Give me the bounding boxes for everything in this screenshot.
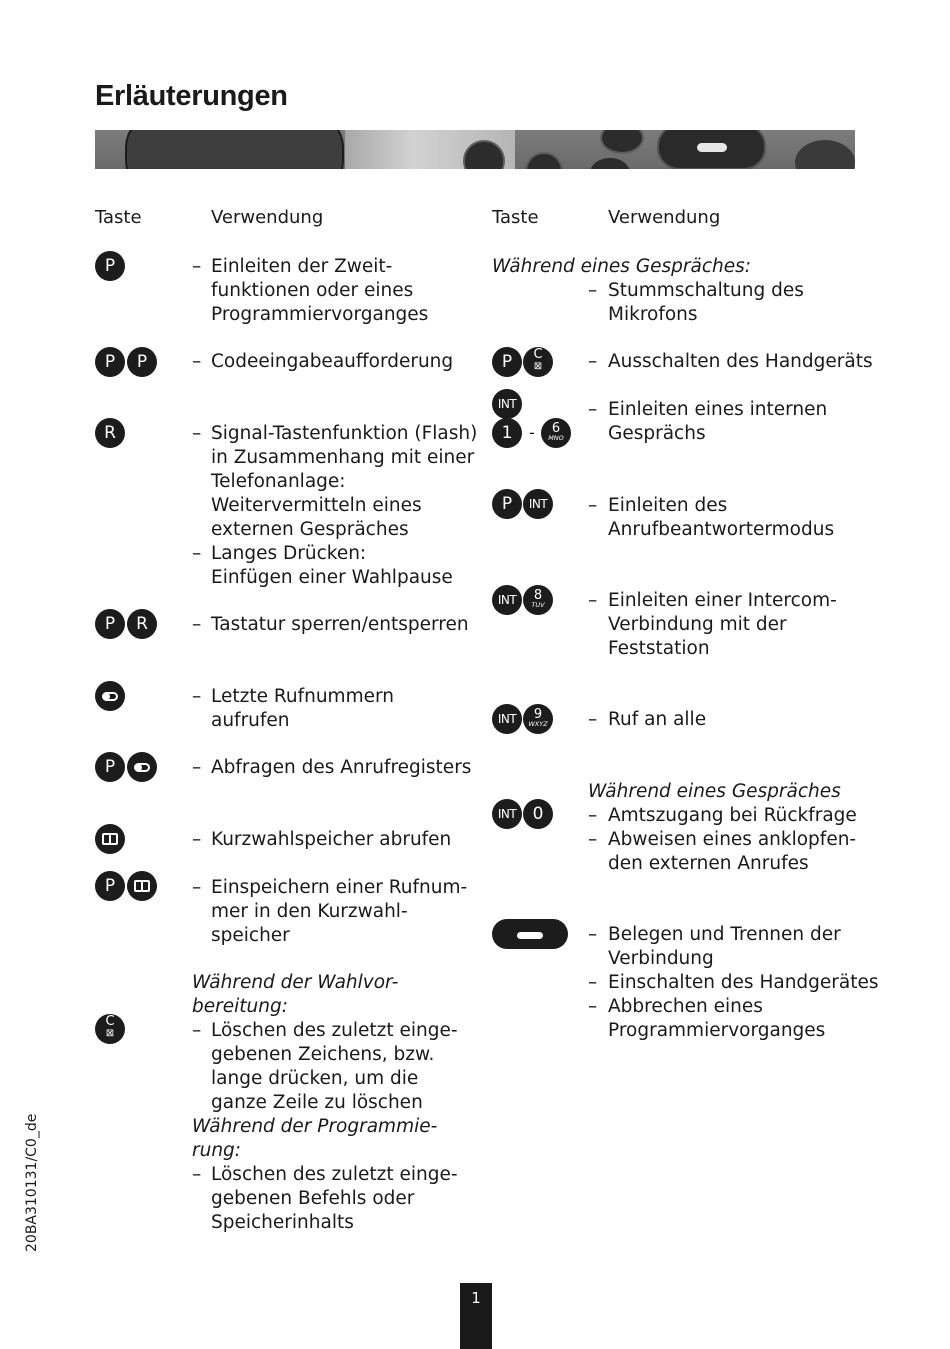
- int-key-icon: INT: [492, 799, 522, 829]
- text-line: externen Gespräches: [211, 519, 409, 540]
- text-line: Während der Wahlvor-: [192, 972, 399, 993]
- text-line: Ruf an alle: [608, 709, 707, 730]
- text-line: Anrufbeantwortermodus: [608, 519, 835, 540]
- text-line: aufrufen: [211, 710, 290, 731]
- digit-6-letters: MNO: [548, 433, 564, 442]
- mute-symbol-icon: ⊠: [105, 1028, 115, 1039]
- range-separator: -: [529, 423, 535, 442]
- dash: –: [588, 590, 598, 611]
- text-line: Programmiervorganges: [608, 1020, 826, 1041]
- r-key-icon: R: [95, 418, 125, 448]
- text-line: Signal-Tastenfunktion (Flash): [211, 423, 478, 444]
- entry-c-b: [211, 1163, 458, 1235]
- left-header-use: Verwendung: [211, 207, 324, 228]
- dash: –: [588, 924, 598, 945]
- digit-8-label: 8: [533, 587, 543, 603]
- text-line: Gesprächs: [608, 423, 706, 444]
- dash: –: [588, 280, 598, 301]
- redial-key-icon: [127, 752, 157, 782]
- clear-key-letter: C: [533, 347, 543, 362]
- int0-heading: Während eines Gespräches: [588, 781, 841, 802]
- text-line: gebenen Befehls oder: [211, 1188, 415, 1209]
- right-header-key: Taste: [492, 207, 539, 228]
- entry-r-a: [211, 422, 477, 542]
- entry-r-b: [211, 542, 453, 590]
- clear-key-icon: [95, 1014, 125, 1044]
- int-key-icon: INT: [492, 389, 522, 419]
- entry-pc: [608, 350, 873, 374]
- dash: –: [588, 805, 598, 826]
- r-key-icon: R: [127, 609, 157, 639]
- p-key-icon: P: [95, 347, 125, 377]
- text-line: Letzte Rufnummern: [211, 686, 394, 707]
- text-line: Tastatur sperren/entsperren: [211, 614, 469, 635]
- text-line: Einfügen einer Wahlpause: [211, 567, 453, 588]
- text-line: lange drücken, um die: [211, 1068, 419, 1089]
- text-line: Löschen des zuletzt einge-: [211, 1164, 458, 1185]
- dash: –: [192, 877, 202, 898]
- text-line: gebenen Zeichens, bzw.: [211, 1044, 435, 1065]
- entry-p-redial: [211, 756, 471, 780]
- entry-pp: [211, 350, 453, 374]
- p-key-icon: P: [127, 347, 157, 377]
- page-number: 1: [460, 1283, 492, 1349]
- text-line: Löschen des zuletzt einge-: [211, 1020, 458, 1041]
- digit-8-letters: TUV: [531, 600, 545, 609]
- dash: –: [192, 757, 202, 778]
- text-line: bereitung:: [192, 996, 288, 1017]
- entry-pr: [211, 613, 469, 637]
- dash: –: [192, 686, 202, 707]
- text-line: Abbrechen eines: [608, 996, 763, 1017]
- text-line: Verbindung mit der: [608, 614, 787, 635]
- entry-int-0-a: [608, 804, 857, 828]
- text-line: Abfragen des Anrufregisters: [211, 757, 472, 778]
- dash: –: [192, 1164, 202, 1185]
- text-line: Langes Drücken:: [211, 543, 367, 564]
- text-line: Während der Programmie-: [192, 1116, 438, 1137]
- text-line: ganze Zeile zu löschen: [211, 1092, 423, 1113]
- dash: –: [192, 614, 202, 635]
- dash: –: [192, 829, 202, 850]
- c-heading-dialing: [192, 971, 398, 1019]
- text-line: Mikrofons: [608, 304, 698, 325]
- digit-9-key-icon: [523, 704, 553, 734]
- entry-p: [211, 255, 428, 327]
- digit-6-key-icon: [541, 418, 571, 448]
- entry-hook-a: [608, 923, 841, 971]
- mute-symbol-icon: ⊠: [533, 361, 543, 372]
- p-key-icon: P: [95, 251, 125, 281]
- left-header-key: Taste: [95, 207, 142, 228]
- p-key-icon: P: [95, 871, 125, 901]
- entry-c-a: [211, 1019, 458, 1115]
- text-line: Einschalten des Handgerätes: [608, 972, 879, 993]
- text-line: in Zusammenhang mit einer: [211, 447, 475, 468]
- entry-p-book: [211, 876, 467, 948]
- p-key-icon: P: [492, 347, 522, 377]
- entry-redial: [211, 685, 394, 733]
- page-title: Erläuterungen: [95, 80, 288, 112]
- dash: –: [588, 972, 598, 993]
- int-key-icon: INT: [492, 585, 522, 615]
- entry-int-9: [608, 708, 706, 732]
- text-line: mer in den Kurzwahl-: [211, 901, 408, 922]
- dash: –: [192, 543, 202, 564]
- text-line: Verbindung: [608, 948, 714, 969]
- digit-0-key-icon: 0: [523, 799, 553, 829]
- entry-int-8: [608, 589, 837, 661]
- text-line: speicher: [211, 925, 290, 946]
- right-header-use: Verwendung: [608, 207, 721, 228]
- digit-8-key-icon: [523, 585, 553, 615]
- c-heading-programming: [192, 1115, 437, 1163]
- entry-mute: [608, 279, 804, 327]
- text-line: Einleiten der Zweit-: [211, 256, 393, 277]
- clear-key-icon: [523, 347, 553, 377]
- text-line: Amtszugang bei Rückfrage: [608, 805, 857, 826]
- text-line: Codeeingabeaufforderung: [211, 351, 454, 372]
- phonebook-key-icon: [127, 871, 157, 901]
- text-line: Telefonanlage:: [211, 471, 346, 492]
- digit-9-label: 9: [533, 706, 543, 722]
- handset-key-icon: [492, 919, 568, 949]
- text-line: Belegen und Trennen der: [608, 924, 841, 945]
- text-line: Kurzwahlspeicher abrufen: [211, 829, 452, 850]
- text-line: Abweisen eines anklopfen-: [608, 829, 857, 850]
- dash: –: [588, 351, 598, 372]
- text-line: Programmiervorganges: [211, 304, 429, 325]
- digit-9-letters: WXYZ: [528, 719, 548, 728]
- p-key-icon: P: [95, 609, 125, 639]
- dash: –: [588, 495, 598, 516]
- dash: –: [192, 1020, 202, 1041]
- text-line: Einspeichern einer Rufnum-: [211, 877, 468, 898]
- call-heading: Während eines Gespräches:: [492, 256, 752, 277]
- dash: –: [588, 829, 598, 850]
- text-line: Ausschalten des Handgeräts: [608, 351, 873, 372]
- dash: –: [588, 399, 598, 420]
- clear-key-letter: C: [105, 1014, 115, 1029]
- text-line: Stummschaltung des: [608, 280, 804, 301]
- int-key-icon: INT: [523, 489, 553, 519]
- dash: –: [192, 351, 202, 372]
- digit-6-label: 6: [551, 420, 561, 436]
- entry-hook-c: [608, 995, 825, 1043]
- phone-keypad-banner-image: [95, 130, 855, 169]
- document-code: 20BA310131/C0_de: [24, 1113, 40, 1252]
- text-line: Weitervermitteln eines: [211, 495, 422, 516]
- text-line: Einleiten einer Intercom-: [608, 590, 837, 611]
- digit-1-key-icon: 1: [492, 418, 522, 448]
- p-key-icon: P: [492, 489, 522, 519]
- text-line: Einleiten des: [608, 495, 728, 516]
- dash: –: [588, 996, 598, 1017]
- entry-int: [608, 398, 827, 446]
- text-line: Feststation: [608, 638, 710, 659]
- entry-int-0-b: [608, 828, 856, 876]
- text-line: Einleiten eines internen: [608, 399, 828, 420]
- text-line: funktionen oder eines: [211, 280, 414, 301]
- text-line: den externen Anrufes: [608, 853, 809, 874]
- entry-p-int: [608, 494, 834, 542]
- dash: –: [192, 256, 202, 277]
- text-line: Speicherinhalts: [211, 1212, 354, 1233]
- redial-key-icon: [95, 681, 125, 711]
- dash: –: [192, 423, 202, 444]
- phonebook-key-icon: [95, 824, 125, 854]
- p-key-icon: P: [95, 752, 125, 782]
- entry-hook-b: [608, 971, 879, 995]
- dash: –: [588, 709, 598, 730]
- text-line: rung:: [192, 1140, 242, 1161]
- entry-book: [211, 828, 451, 852]
- int-key-icon: INT: [492, 704, 522, 734]
